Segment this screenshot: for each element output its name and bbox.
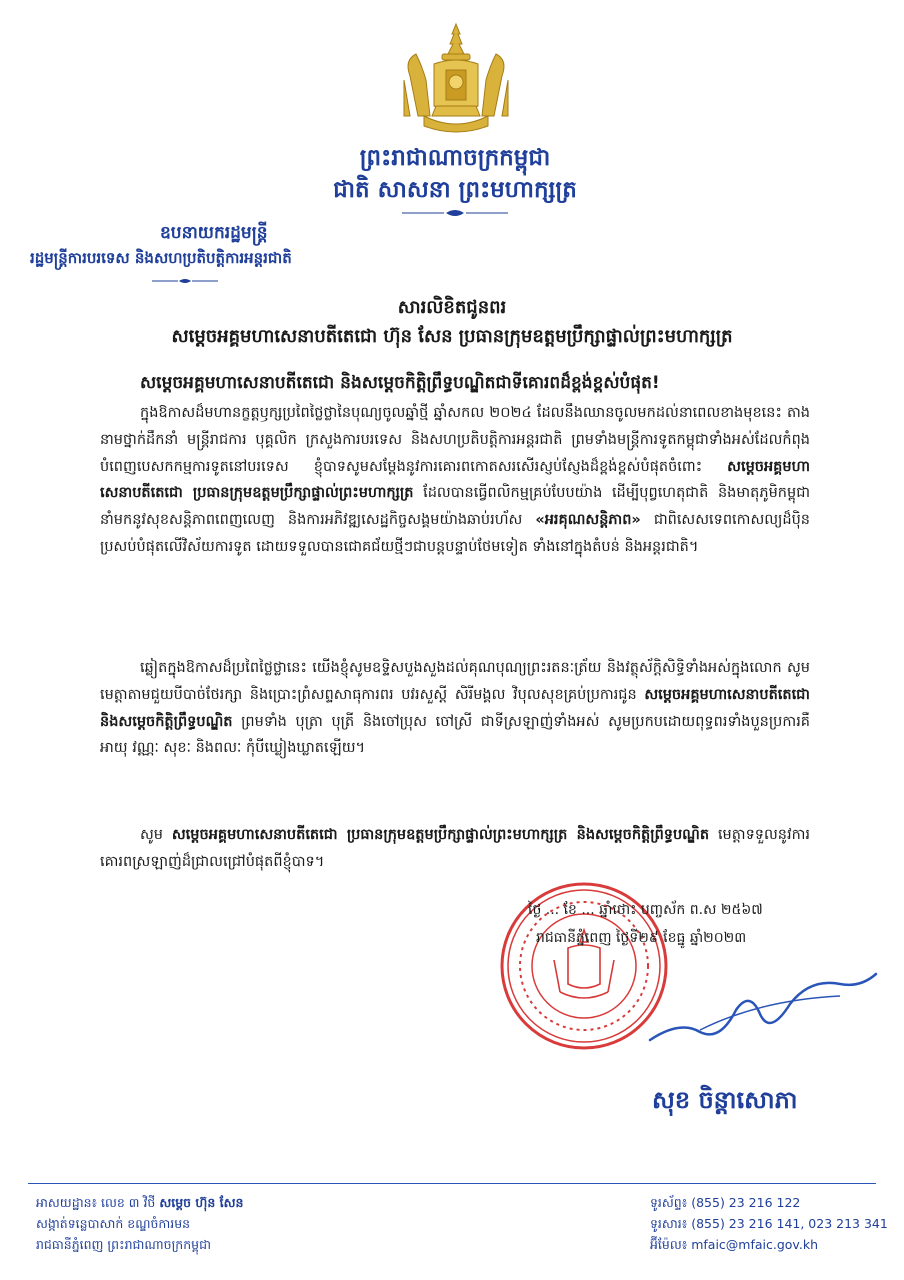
signature-icon — [640, 970, 880, 1050]
p1-text-bold: សម្តេចអគ្គមហាសេនាបតីតេជោ ប្រធានក្រុមឧត្តមប្រឹក្សាផ្ទាល់ព្រះមហាក្សត្រ — [100, 458, 810, 502]
p3-text-bold: សម្តេចអគ្គមហាសេនាបតីតេជោ ប្រធានក្រុមឧត្តមប្រឹក្សាផ្ទាល់ព្រះមហាក្សត្រ និងសម្តេចកិត្តិព្រឹទ្ធបណ្ឌិត — [171, 827, 710, 843]
p1-text-a: ក្នុងឱកាសដ៏មហានក្ខត្តឫក្សប្រពៃថ្លៃថ្លានៃបុណ្យចូលឆ្នាំថ្មី ឆ្នាំសកល ២០២៤ ដែលនឹងឈានចូលមកដល់នាពេលខាងមុខនេះ តាងនាមថ្នាក់ដឹកនាំ មន្ត្រីរាជការ បុគ្គលិក ក្រសួងការបរទេស និងសហប្រតិបត្តិការអន្តរជាតិ ព្រមទាំងមន្ត្រីការទូតកម្ពុជាទាំងអស់ដែលកំពុងបំពេញបេសកកម្មការទូតនៅបរទេស ខ្ញុំបាទសូមសម្តែងនូវការគោរពកោតសរសើរស្ញប់ស្ញែងដ៏ខ្ពង់ខ្ពស់បំផុតចំពោះ — [100, 405, 810, 475]
p3-text-c: មេត្តាទទួលនូវការគោរពស្រឡាញ់ដ៏ជ្រាលជ្រៅបំផុតពីខ្ញុំបាទ។ — [100, 827, 810, 870]
footer-address — [36, 1192, 243, 1255]
address-line-3: រាជធានីភ្នំពេញ ព្រះរាជាណាចក្រកម្ពុជា — [36, 1237, 211, 1252]
p1-quote: «អរគុណសន្តិភាព» — [535, 512, 641, 529]
p3-text-a: សូម — [140, 827, 164, 843]
ornament-divider-icon — [400, 208, 510, 218]
paragraph-1 — [100, 400, 810, 561]
royal-emblem-icon — [396, 20, 516, 138]
p2-text-c: ព្រមទាំង បុត្រា បុត្រី និងចៅប្រុស ចៅស្រី ជាទីស្រឡាញ់ទាំងអស់ សូមប្រកបដោយពុទ្ធពរទាំងបួនប្រការគឺ អាយុ វណ្ណៈ សុខៈ និងពលៈ កុំបីឃ្លៀងឃ្លាតឡើយ។ — [100, 713, 810, 757]
kingdom-heading — [250, 142, 660, 218]
issuer-title: ឧបនាយករដ្ឋមន្ត្រី — [160, 223, 268, 243]
paragraph-2 — [100, 655, 810, 762]
place-date-line: រាជធានីភ្នំពេញ ថ្ងៃទី២៩ ខែធ្នូ ឆ្នាំ២០២៣ — [536, 930, 747, 946]
kingdom-name: ព្រះរាជាណាចក្រកម្ពុជា — [359, 145, 551, 171]
paragraph-3 — [100, 822, 810, 876]
letter-addressee: សម្តេចអគ្គមហាសេនាបតីតេជោ ហ៊ុន សែន ប្រធានក្រុមឧត្តមប្រឹក្សាផ្ទាល់ព្រះមហាក្សត្រ — [171, 326, 733, 347]
signatory-name: សុខ ចិន្តាសោភា — [652, 1086, 798, 1114]
ornament-divider-icon — [150, 277, 220, 285]
issuer-ministry: រដ្ឋមន្ត្រីការបរទេស និងសហប្រតិបត្តិការអន្តរជាតិ — [30, 249, 292, 267]
p2-text-a: ឆ្លៀតក្នុងឱកាសដ៏ប្រពៃថ្លៃថ្លានេះ យើងខ្ញុំសូមឧទ្ទិសបួងសួងដល់គុណបុណ្យព្រះរតនៈត្រ័យ និងវត្ថុស័ក្តិសិទ្ធិទាំងអស់ក្នុងលោក សូមមេត្តាតាមជួយបីបាច់ថែរក្សា និងប្រោះព្រំសព្ទសាធុការពរ បវរសួស្តី សិរីមង្គល វិបុលសុខគ្រប់ប្រការជូន — [100, 660, 810, 703]
contact-fax: ទូរសារ៖ (855) 23 216 141, 023 213 341 — [650, 1216, 888, 1231]
lunar-date-line: ថ្ងៃ ... ខែ ... ឆ្នាំថោះ បញ្ចស័ក ព.ស ២៥៦៧ — [528, 902, 763, 918]
address-line-2: សង្កាត់ទន្លេបាសាក់ ខណ្ឌចំការមន — [36, 1216, 191, 1231]
salutation: សម្តេចអគ្គមហាសេនាបតីតេជោ និងសម្តេចកិត្តិព្រឹទ្ធបណ្ឌិតជាទីគោរពដ៏ខ្ពង់ខ្ពស់បំផុត! — [140, 373, 660, 393]
address-street: សម្តេច ហ៊ុន សែន — [159, 1195, 244, 1210]
p2-text-bold: សម្តេចអគ្គមហាសេនាបតីតេជោ និងសម្តេចកិត្តិព្រឹទ្ធបណ្ឌិត — [100, 686, 810, 730]
footer-contact — [650, 1192, 888, 1255]
address-line-1 — [36, 1192, 243, 1213]
p1-text-e: ជាពិសេសទេពកោសល្យដ៏ប៉ិនប្រសប់បំផុតលើវិស័យការទូត ដោយទទួលបានជោគជ័យថ្មីៗជាបន្តបន្ទាប់ថែមទៀត ទាំងនៅក្នុងតំបន់ និងអន្តរជាតិ។ — [100, 512, 810, 555]
contact-email[interactable]: អ៊ីម៉ែល៖ mfaic@mfaic.gov.kh — [650, 1237, 818, 1252]
footer-divider — [28, 1183, 876, 1184]
national-motto: ជាតិ សាសនា ព្រះមហាក្សត្រ — [333, 177, 577, 203]
letter-title: សារលិខិតជូនពរ — [397, 297, 507, 318]
p1-text-c: ដែលបានធ្វើពលិកម្មគ្រប់បែបយ៉ាង ដើម្បីបុព្វហេតុជាតិ និងមាតុភូមិកម្ពុជា នាំមកនូវសុខសន្តិភាពពេញលេញ និងការអភិវឌ្ឍសេដ្ឋកិច្ចសង្គមយ៉ាងឆាប់រហ័ស — [100, 485, 811, 529]
address-prefix: អាសយដ្ឋាន៖ លេខ ៣ វិថី — [36, 1195, 156, 1210]
contact-phone: ទូរស័ព្ទ៖ (855) 23 216 122 — [650, 1195, 801, 1210]
